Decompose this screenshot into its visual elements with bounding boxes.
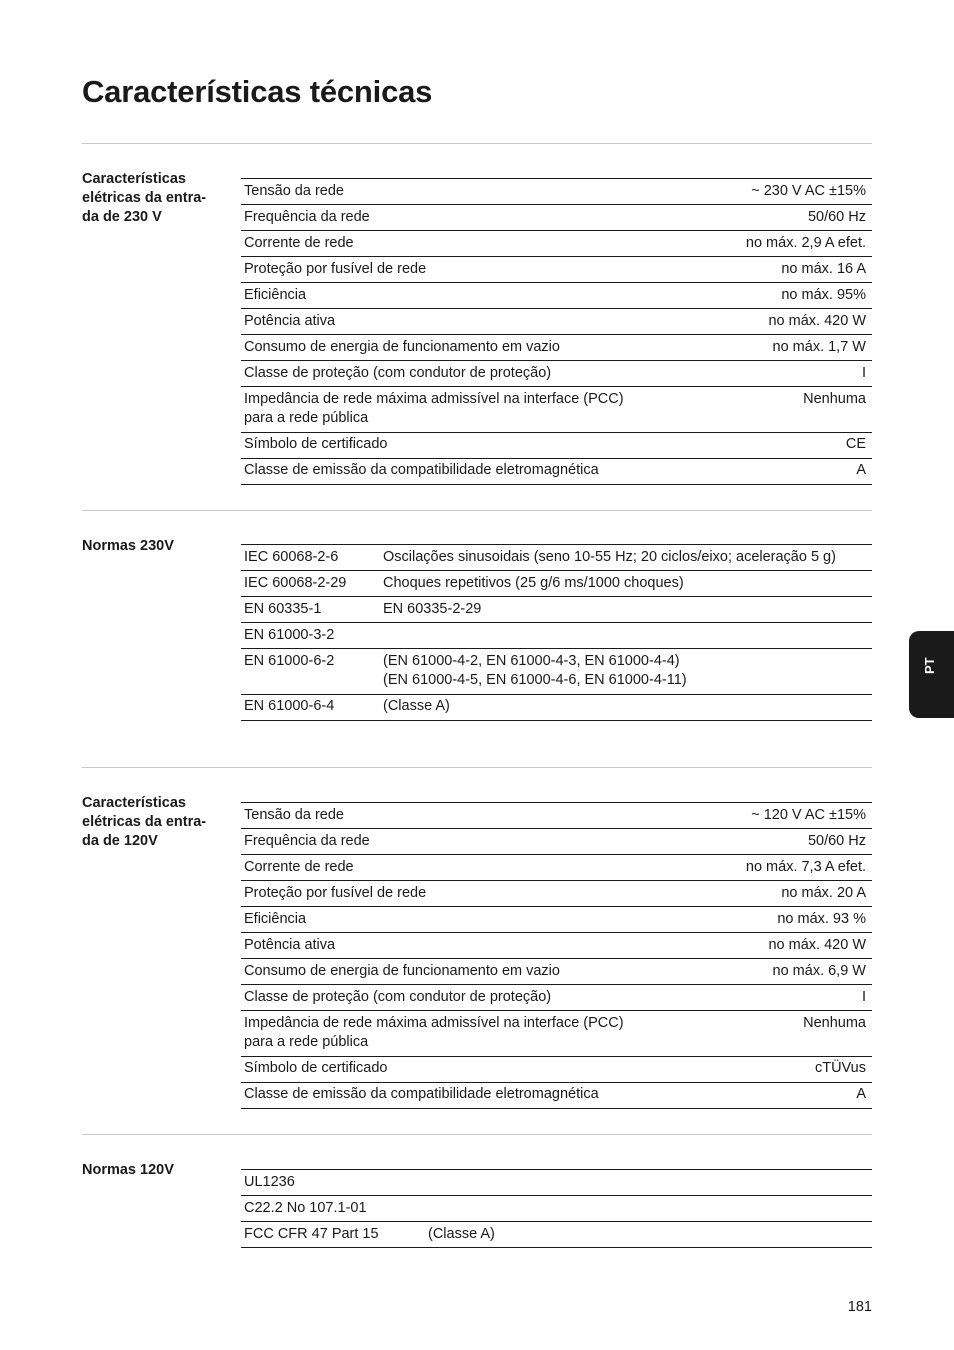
- section-divider: [82, 510, 872, 511]
- spec-value: no máx. 420 W: [768, 936, 866, 953]
- spec-key: Símbolo de certificado: [244, 1060, 388, 1076]
- table-row: [241, 694, 872, 720]
- spec-value: Nenhuma: [803, 390, 866, 407]
- spec-value: ~ 120 V AC ±15%: [751, 806, 866, 823]
- section-label-120v-input: Características elétricas da entra- da de 120V: [82, 795, 207, 849]
- spec-key: Potência ativa: [244, 936, 336, 953]
- spec-value: Nenhuma: [803, 1014, 866, 1031]
- standard-code: EN 61000-6-4: [244, 698, 335, 714]
- spec-value: no máx. 7,3 A efet.: [745, 858, 866, 875]
- spec-key: Consumo de energia de funcionamento em vazio: [244, 338, 560, 355]
- table-row: [241, 907, 872, 933]
- table-row: [241, 959, 872, 985]
- standard-detail: EN 60335-2-29: [383, 600, 482, 617]
- spec-key: Tensão da rede: [244, 182, 344, 199]
- table-row: [241, 1056, 872, 1082]
- spec-key: Impedância de rede máxima admissível na interface (PCC) para a rede pública: [244, 390, 624, 426]
- standard-code: EN 60335-1: [244, 600, 322, 617]
- page-number: 181: [847, 1299, 872, 1315]
- spec-key: Classe de emissão da compatibilidade eletromagnética: [244, 1086, 599, 1102]
- table-row: [241, 283, 872, 309]
- table-row: [241, 432, 872, 458]
- standard-detail: [380, 623, 872, 649]
- spec-value: I: [861, 988, 866, 1005]
- table-row: [241, 855, 872, 881]
- spec-value: no máx. 20 A: [781, 884, 866, 901]
- standard-detail: Oscilações sinusoidais (seno 10-55 Hz; 20 ciclos/eixo; aceleração 5 g): [383, 548, 836, 565]
- spec-value: A: [856, 462, 866, 478]
- spec-value: cTÜVus: [814, 1060, 866, 1076]
- table-row: [241, 458, 872, 484]
- spec-key: Frequência da rede: [244, 208, 370, 225]
- table-row: [241, 829, 872, 855]
- table-row: [241, 205, 872, 231]
- table-row: [241, 545, 872, 571]
- spec-value: CE: [845, 436, 866, 452]
- spec-value: no máx. 95%: [781, 286, 866, 303]
- section-label-standards-120v: Normas 120V: [82, 1162, 174, 1178]
- section-divider: [82, 1134, 872, 1135]
- spec-key: Símbolo de certificado: [244, 436, 388, 452]
- standard-detail: (Classe A): [428, 1225, 495, 1242]
- table-row: [241, 1170, 872, 1196]
- standards-table-230v: [241, 544, 872, 721]
- spec-key: Classe de proteção (com condutor de proteção): [244, 364, 552, 381]
- table-row: [241, 335, 872, 361]
- table-row: [241, 623, 872, 649]
- standard-code: IEC 60068-2-29: [244, 574, 347, 591]
- standards-table-120v: [241, 1169, 872, 1248]
- table-row: [241, 1082, 872, 1108]
- standard-code: FCC CFR 47 Part 15: [244, 1225, 379, 1242]
- table-row: [241, 597, 872, 623]
- spec-table-120v-input: [241, 802, 872, 1109]
- spec-key: Classe de proteção (com condutor de proteção): [244, 988, 552, 1005]
- spec-value: no máx. 1,7 W: [772, 338, 866, 355]
- spec-key: Corrente de rede: [244, 234, 354, 251]
- spec-value: no máx. 6,9 W: [772, 962, 866, 979]
- table-row: [241, 571, 872, 597]
- table-row: [241, 881, 872, 907]
- table-row: [241, 179, 872, 205]
- table-row: [241, 257, 872, 283]
- standard-code: EN 61000-3-2: [244, 626, 335, 643]
- standard-detail: [425, 1170, 872, 1196]
- spec-value: I: [861, 364, 866, 381]
- spec-value: 50/60 Hz: [807, 208, 866, 225]
- spec-key: Frequência da rede: [244, 832, 370, 849]
- table-row: [241, 387, 872, 433]
- spec-value: no máx. 93 %: [777, 910, 866, 927]
- section-divider: [82, 767, 872, 768]
- standard-code: UL1236: [244, 1173, 295, 1190]
- standard-code: IEC 60068-2-6: [244, 548, 339, 565]
- table-row: [241, 933, 872, 959]
- spec-value: no máx. 420 W: [768, 312, 866, 329]
- spec-value: 50/60 Hz: [807, 832, 866, 849]
- spec-key: Impedância de rede máxima admissível na interface (PCC) para a rede pública: [244, 1014, 624, 1050]
- spec-table-230v-input: [241, 178, 872, 485]
- spec-value: A: [856, 1086, 866, 1102]
- table-row: [241, 803, 872, 829]
- spec-key: Proteção por fusível de rede: [244, 260, 427, 277]
- table-row: [241, 1222, 872, 1248]
- spec-key: Consumo de energia de funcionamento em vazio: [244, 962, 560, 979]
- table-row: [241, 1011, 872, 1057]
- standard-detail: (Classe A): [383, 698, 450, 714]
- spec-key: Eficiência: [244, 286, 307, 303]
- spec-key: Classe de emissão da compatibilidade eletromagnética: [244, 462, 599, 478]
- table-row: [241, 985, 872, 1011]
- spec-key: Corrente de rede: [244, 858, 354, 875]
- table-row: [241, 1196, 872, 1222]
- standard-code: EN 61000-6-2: [244, 652, 335, 669]
- language-tab-label: PT: [922, 657, 937, 674]
- page-title: Características técnicas: [82, 74, 433, 109]
- spec-value: no máx. 2,9 A efet.: [745, 234, 866, 251]
- language-tab: [909, 631, 954, 718]
- spec-key: Tensão da rede: [244, 806, 344, 823]
- spec-key: Eficiência: [244, 910, 307, 927]
- spec-key: Potência ativa: [244, 312, 336, 329]
- spec-value: ~ 230 V AC ±15%: [751, 182, 866, 199]
- table-row: [241, 649, 872, 695]
- spec-key: Proteção por fusível de rede: [244, 884, 427, 901]
- standard-detail: Choques repetitivos (25 g/6 ms/1000 choques): [383, 574, 684, 591]
- standard-code: C22.2 No 107.1-01: [244, 1199, 367, 1216]
- spec-value: no máx. 16 A: [781, 260, 866, 277]
- section-label-230v-input: Características elétricas da entra- da de 230 V: [82, 171, 207, 225]
- section-divider: [82, 143, 872, 144]
- section-label-standards-230v: Normas 230V: [82, 538, 174, 554]
- table-row: [241, 309, 872, 335]
- table-row: [241, 361, 872, 387]
- table-row: [241, 231, 872, 257]
- standard-detail: [425, 1196, 872, 1222]
- standard-detail: (EN 61000-4-2, EN 61000-4-3, EN 61000-4-4) (EN 61000-4-5, EN 61000-4-6, EN 61000-4-11): [383, 652, 687, 688]
